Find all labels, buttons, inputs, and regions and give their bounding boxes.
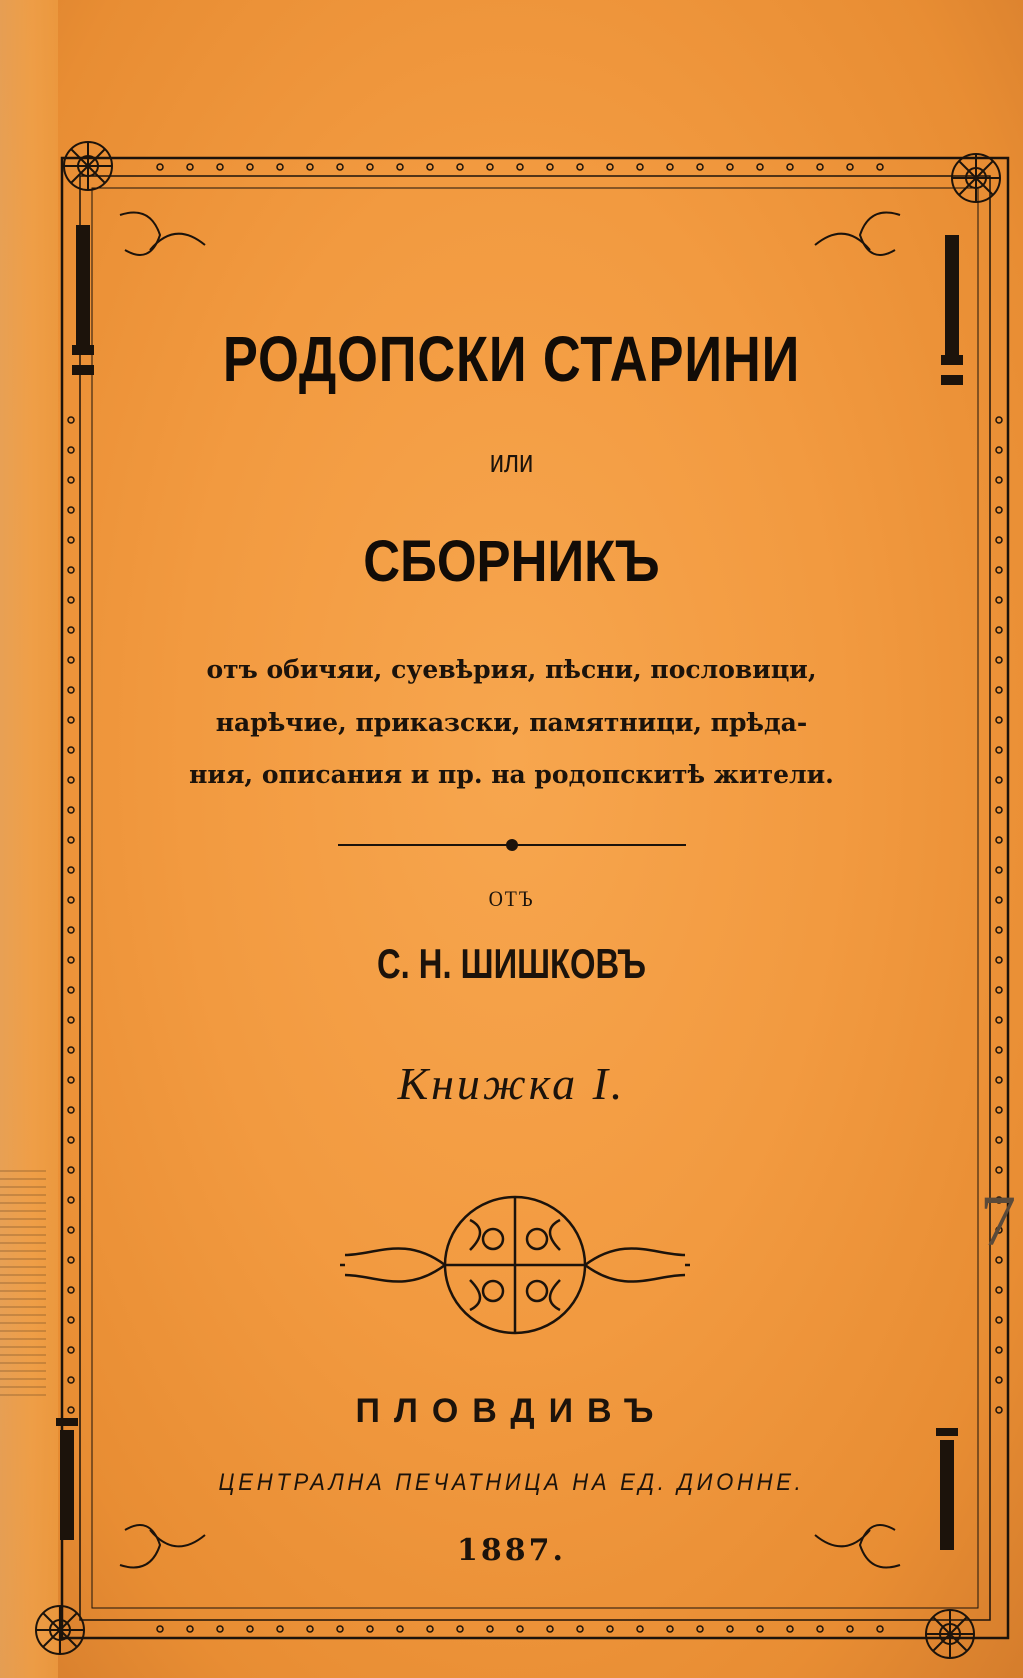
divider-line xyxy=(338,840,686,850)
description-line-2: нарѣчие, приказски, памятници, прѣда- xyxy=(215,708,808,737)
description-line-1: отъ обичяи, суевѣрия, пѣсни, пословици, xyxy=(206,655,817,684)
publication-city: ПЛОВДИВЪ xyxy=(355,1392,668,1430)
title-conjunction: или xyxy=(489,443,534,479)
author-name: С. Н. ШИШКОВЪ xyxy=(376,940,647,987)
corner-ornament-bottom-left xyxy=(36,1606,84,1654)
printer-name: ЦЕНТРАЛНА ПЕЧАТНИЦА НА ЕД. ДИОННЕ. xyxy=(218,1469,805,1496)
by-label: ОТЪ xyxy=(488,886,535,911)
vignette-ornament xyxy=(340,1197,690,1333)
publication-year: 1887. xyxy=(457,1533,566,1568)
description-line-3: ния, описания и пр. на родопскитѣ жители. xyxy=(189,760,834,789)
corner-ornament-top-right xyxy=(952,154,1000,202)
corner-ornament-top-left xyxy=(64,142,112,190)
book-title: РОДОПСКИ СТАРИНИ xyxy=(222,323,801,395)
corner-ornament-bottom-right xyxy=(926,1610,974,1658)
margin-pencil-note: 7 xyxy=(980,1181,1016,1261)
book-subtitle: СБОРНИКЪ xyxy=(363,529,660,594)
volume-label: Книжка I. xyxy=(397,1058,626,1109)
